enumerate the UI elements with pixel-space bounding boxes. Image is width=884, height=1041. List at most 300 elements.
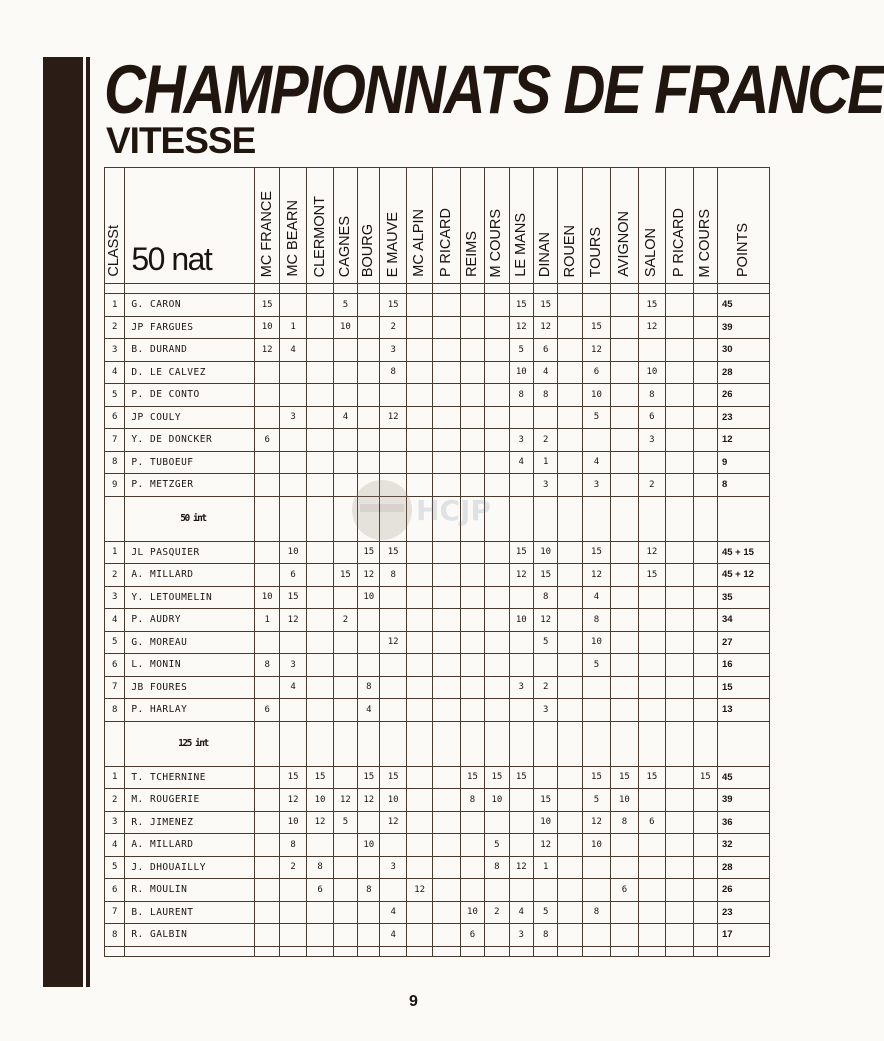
score-cell: [358, 631, 380, 654]
score-cell: [307, 316, 333, 339]
score-cell: 2: [333, 609, 357, 632]
points-cell: 28: [717, 856, 769, 879]
score-cell: [406, 451, 432, 474]
score-cell: [333, 856, 357, 879]
score-cell: 6: [307, 879, 333, 902]
score-cell: 15: [611, 766, 638, 789]
empty-cell: [533, 496, 557, 541]
score-cell: [255, 541, 279, 564]
score-cell: [666, 451, 693, 474]
empty-cell: [358, 721, 380, 766]
score-cell: 12: [279, 609, 306, 632]
score-cell: [460, 856, 484, 879]
score-cell: [638, 834, 665, 857]
score-cell: [279, 294, 306, 317]
score-cell: 10: [582, 631, 610, 654]
score-cell: 12: [380, 631, 406, 654]
score-cell: [358, 316, 380, 339]
points-cell: 8: [717, 474, 769, 497]
score-cell: [433, 811, 460, 834]
score-cell: [509, 789, 533, 812]
score-cell: [558, 474, 582, 497]
score-cell: [255, 879, 279, 902]
rider-name-cell: R. MOULIN: [125, 879, 255, 902]
empty-cell: [255, 496, 279, 541]
score-cell: [611, 339, 638, 362]
score-cell: [460, 564, 484, 587]
empty-cell: [307, 721, 333, 766]
score-cell: 15: [582, 541, 610, 564]
score-cell: 15: [509, 541, 533, 564]
empty-cell: [333, 496, 357, 541]
circuit-header: [558, 168, 582, 284]
score-cell: 12: [509, 316, 533, 339]
score-cell: [693, 564, 717, 587]
score-cell: [406, 339, 432, 362]
empty-cell: [582, 284, 610, 294]
empty-cell: [460, 946, 484, 956]
score-cell: [460, 384, 484, 407]
score-cell: 10: [533, 811, 557, 834]
circuit-header: [638, 168, 665, 284]
score-cell: 5: [333, 294, 357, 317]
score-cell: 5: [582, 654, 610, 677]
score-cell: [406, 384, 432, 407]
score-cell: [307, 339, 333, 362]
score-cell: [406, 361, 432, 384]
score-cell: 12: [380, 811, 406, 834]
empty-cell: [255, 284, 279, 294]
score-cell: [307, 631, 333, 654]
score-cell: 15: [460, 766, 484, 789]
score-cell: 15: [358, 541, 380, 564]
score-cell: [255, 406, 279, 429]
table-row: [105, 451, 770, 474]
rank-cell: 1: [105, 294, 125, 317]
score-cell: [558, 384, 582, 407]
points-cell: 16: [717, 654, 769, 677]
score-cell: [666, 766, 693, 789]
rider-name-cell: M. ROUGERIE: [125, 789, 255, 812]
empty-cell: [460, 284, 484, 294]
watermark-text: HCJP: [416, 494, 491, 527]
rider-name-cell: P. TUBOEUF: [125, 451, 255, 474]
score-cell: 5: [333, 811, 357, 834]
table-row: [105, 789, 770, 812]
circuit-header: [666, 168, 693, 284]
points-cell: 23: [717, 406, 769, 429]
score-cell: [358, 811, 380, 834]
rider-name-cell: A. MILLARD: [125, 834, 255, 857]
score-cell: [307, 901, 333, 924]
rider-name-cell: G. CARON: [125, 294, 255, 317]
score-cell: [460, 451, 484, 474]
score-cell: [509, 699, 533, 722]
rank-cell: 9: [105, 474, 125, 497]
score-cell: 15: [307, 766, 333, 789]
circuit-label: CAGNES: [336, 215, 353, 277]
score-cell: [460, 631, 484, 654]
score-cell: [460, 879, 484, 902]
score-cell: [279, 924, 306, 947]
score-cell: [255, 361, 279, 384]
score-cell: [307, 474, 333, 497]
score-cell: [666, 474, 693, 497]
score-cell: [358, 361, 380, 384]
table-row: [105, 766, 770, 789]
score-cell: 4: [333, 406, 357, 429]
score-cell: 12: [533, 834, 557, 857]
score-cell: [485, 631, 509, 654]
rider-name-cell: T. TCHERNINE: [125, 766, 255, 789]
blank-row: [105, 284, 770, 294]
score-cell: 4: [582, 586, 610, 609]
score-cell: [666, 586, 693, 609]
circuit-label: BOURG: [360, 223, 377, 277]
score-cell: 3: [509, 676, 533, 699]
rank-cell: 8: [105, 699, 125, 722]
score-cell: [307, 924, 333, 947]
score-cell: 2: [279, 856, 306, 879]
score-cell: [358, 474, 380, 497]
empty-cell: [558, 284, 582, 294]
score-cell: [279, 631, 306, 654]
points-cell: 35: [717, 586, 769, 609]
rank-cell: 3: [105, 339, 125, 362]
rider-name-cell: L. MONIN: [125, 654, 255, 677]
score-cell: [611, 384, 638, 407]
score-cell: [307, 609, 333, 632]
score-cell: [255, 766, 279, 789]
score-cell: 10: [358, 586, 380, 609]
score-cell: [485, 294, 509, 317]
score-cell: [255, 901, 279, 924]
rank-cell: 5: [105, 384, 125, 407]
score-cell: [460, 541, 484, 564]
left-decorative-bar: [43, 57, 83, 987]
circuit-label: DINAN: [537, 231, 554, 277]
score-cell: [358, 856, 380, 879]
score-cell: [638, 339, 665, 362]
score-cell: [255, 811, 279, 834]
score-cell: [693, 474, 717, 497]
score-cell: 4: [279, 339, 306, 362]
empty-cell: [279, 284, 306, 294]
empty-cell: [380, 496, 406, 541]
score-cell: [406, 586, 432, 609]
score-cell: [485, 879, 509, 902]
table-row: [105, 474, 770, 497]
empty-cell: [333, 284, 357, 294]
rider-name-cell: JP FARGUES: [125, 316, 255, 339]
empty-cell: [125, 284, 255, 294]
score-cell: [638, 856, 665, 879]
score-cell: [433, 451, 460, 474]
score-cell: [666, 361, 693, 384]
score-cell: [693, 699, 717, 722]
rider-name-cell: B. LAURENT: [125, 901, 255, 924]
score-cell: [406, 541, 432, 564]
rank-cell: 4: [105, 609, 125, 632]
score-cell: [611, 676, 638, 699]
empty-cell: [380, 946, 406, 956]
score-cell: [582, 676, 610, 699]
rank-cell: 7: [105, 901, 125, 924]
score-cell: 4: [380, 924, 406, 947]
standings-table: [104, 167, 770, 957]
rider-name-cell: P. DE CONTO: [125, 384, 255, 407]
score-cell: [433, 541, 460, 564]
score-cell: [333, 451, 357, 474]
score-cell: [638, 676, 665, 699]
empty-cell: [307, 496, 333, 541]
rider-name-cell: A. MILLARD: [125, 564, 255, 587]
score-cell: 8: [485, 856, 509, 879]
score-cell: [638, 789, 665, 812]
score-cell: [509, 474, 533, 497]
points-cell: 45 + 15: [717, 541, 769, 564]
table-row: [105, 541, 770, 564]
score-cell: [666, 676, 693, 699]
score-cell: 15: [279, 766, 306, 789]
score-cell: [307, 699, 333, 722]
score-cell: [433, 384, 460, 407]
score-cell: [433, 834, 460, 857]
rider-name-cell: Y. LETOUMELIN: [125, 586, 255, 609]
empty-cell: [460, 496, 484, 541]
score-cell: [406, 474, 432, 497]
score-cell: [406, 609, 432, 632]
empty-cell: [406, 946, 432, 956]
score-cell: 12: [582, 339, 610, 362]
score-cell: 8: [638, 384, 665, 407]
empty-cell: [611, 284, 638, 294]
score-cell: [558, 856, 582, 879]
score-cell: 5: [485, 834, 509, 857]
score-cell: 10: [307, 789, 333, 812]
score-cell: 10: [485, 789, 509, 812]
empty-cell: [255, 721, 279, 766]
score-cell: [380, 429, 406, 452]
circuit-label: M COURS: [488, 208, 505, 277]
score-cell: 4: [582, 451, 610, 474]
score-cell: 15: [693, 766, 717, 789]
score-cell: [509, 879, 533, 902]
points-cell: 39: [717, 316, 769, 339]
score-cell: [460, 811, 484, 834]
empty-cell: [582, 496, 610, 541]
empty-cell: [105, 721, 125, 766]
table-row: [105, 901, 770, 924]
score-cell: [333, 361, 357, 384]
score-cell: [433, 564, 460, 587]
score-cell: [358, 654, 380, 677]
score-cell: [380, 384, 406, 407]
score-cell: [433, 699, 460, 722]
empty-cell: [533, 721, 557, 766]
score-cell: [279, 361, 306, 384]
score-cell: [533, 654, 557, 677]
rider-name-cell: R. GALBIN: [125, 924, 255, 947]
empty-cell: [433, 496, 460, 541]
score-cell: 1: [279, 316, 306, 339]
score-cell: 4: [533, 361, 557, 384]
score-cell: 3: [509, 429, 533, 452]
score-cell: 10: [533, 541, 557, 564]
score-cell: [693, 361, 717, 384]
score-cell: [433, 676, 460, 699]
score-cell: [255, 384, 279, 407]
score-cell: [433, 429, 460, 452]
score-cell: 12: [533, 609, 557, 632]
score-cell: [460, 316, 484, 339]
score-cell: 6: [638, 406, 665, 429]
score-cell: [558, 451, 582, 474]
score-cell: 6: [279, 564, 306, 587]
empty-cell: [279, 496, 306, 541]
circuit-label: TOURS: [587, 226, 604, 277]
score-cell: [638, 609, 665, 632]
score-cell: 10: [333, 316, 357, 339]
rider-name-cell: J. DHOUAILLY: [125, 856, 255, 879]
score-cell: [433, 766, 460, 789]
table-row: [105, 339, 770, 362]
score-cell: [406, 924, 432, 947]
score-cell: [460, 339, 484, 362]
score-cell: [358, 901, 380, 924]
score-cell: [406, 901, 432, 924]
score-cell: [611, 699, 638, 722]
score-cell: [255, 474, 279, 497]
score-cell: [333, 699, 357, 722]
score-cell: 6: [638, 811, 665, 834]
empty-cell: [433, 946, 460, 956]
empty-cell: [509, 946, 533, 956]
score-cell: [358, 609, 380, 632]
rank-cell: 5: [105, 856, 125, 879]
score-cell: [582, 879, 610, 902]
score-cell: [358, 924, 380, 947]
empty-cell: [558, 496, 582, 541]
empty-cell: [717, 496, 769, 541]
empty-cell: [358, 946, 380, 956]
score-cell: 8: [279, 834, 306, 857]
score-cell: [485, 811, 509, 834]
score-cell: 6: [460, 924, 484, 947]
circuit-header: [307, 168, 333, 284]
score-cell: [509, 406, 533, 429]
circuit-label: P RICARD: [438, 207, 455, 277]
score-cell: [558, 406, 582, 429]
empty-cell: [693, 496, 717, 541]
score-cell: [582, 699, 610, 722]
score-cell: [693, 676, 717, 699]
score-cell: 5: [582, 406, 610, 429]
score-cell: [333, 339, 357, 362]
score-cell: [611, 474, 638, 497]
rider-name-cell: R. JIMENEZ: [125, 811, 255, 834]
empty-cell: [717, 284, 769, 294]
score-cell: [666, 316, 693, 339]
score-cell: 3: [380, 339, 406, 362]
score-cell: [666, 609, 693, 632]
empty-cell: [666, 721, 693, 766]
score-cell: 10: [509, 361, 533, 384]
score-cell: [460, 474, 484, 497]
score-cell: 1: [533, 451, 557, 474]
points-cell: 45: [717, 294, 769, 317]
score-cell: [558, 834, 582, 857]
rank-cell: 4: [105, 361, 125, 384]
score-cell: 10: [582, 384, 610, 407]
circuit-label: MC ALPIN: [411, 209, 428, 277]
empty-cell: [693, 946, 717, 956]
score-cell: 15: [380, 766, 406, 789]
circuit-header: [611, 168, 638, 284]
score-cell: 6: [255, 429, 279, 452]
score-cell: [509, 654, 533, 677]
score-cell: [666, 834, 693, 857]
score-cell: [693, 789, 717, 812]
score-cell: [406, 564, 432, 587]
section-header-row: [105, 721, 770, 766]
score-cell: [693, 879, 717, 902]
empty-cell: [358, 284, 380, 294]
score-cell: [485, 451, 509, 474]
score-cell: 8: [460, 789, 484, 812]
score-cell: [638, 699, 665, 722]
score-cell: [307, 429, 333, 452]
empty-cell: [558, 946, 582, 956]
points-cell: 30: [717, 339, 769, 362]
score-cell: [558, 429, 582, 452]
empty-cell: [533, 284, 557, 294]
score-cell: [406, 811, 432, 834]
score-cell: 4: [509, 451, 533, 474]
score-cell: 8: [358, 676, 380, 699]
score-cell: [558, 789, 582, 812]
score-cell: [485, 541, 509, 564]
rank-cell: 5: [105, 631, 125, 654]
section-title: 50 nat: [125, 168, 255, 284]
score-cell: [638, 901, 665, 924]
score-cell: [611, 586, 638, 609]
table-row: [105, 429, 770, 452]
score-cell: [307, 406, 333, 429]
rider-name-cell: P. HARLAY: [125, 699, 255, 722]
score-cell: [611, 361, 638, 384]
page-number: 9: [409, 993, 418, 1010]
score-cell: [693, 856, 717, 879]
score-cell: [611, 654, 638, 677]
score-cell: [358, 384, 380, 407]
score-cell: [638, 631, 665, 654]
score-cell: [333, 654, 357, 677]
section-title: 50 int: [125, 496, 255, 541]
score-cell: [333, 676, 357, 699]
score-cell: [558, 564, 582, 587]
table-row: [105, 384, 770, 407]
score-cell: [611, 406, 638, 429]
empty-cell: [638, 496, 665, 541]
score-cell: 10: [358, 834, 380, 857]
score-cell: 12: [533, 316, 557, 339]
score-cell: [666, 811, 693, 834]
points-cell: 32: [717, 834, 769, 857]
score-cell: [693, 316, 717, 339]
score-cell: 10: [255, 316, 279, 339]
score-cell: 6: [255, 699, 279, 722]
